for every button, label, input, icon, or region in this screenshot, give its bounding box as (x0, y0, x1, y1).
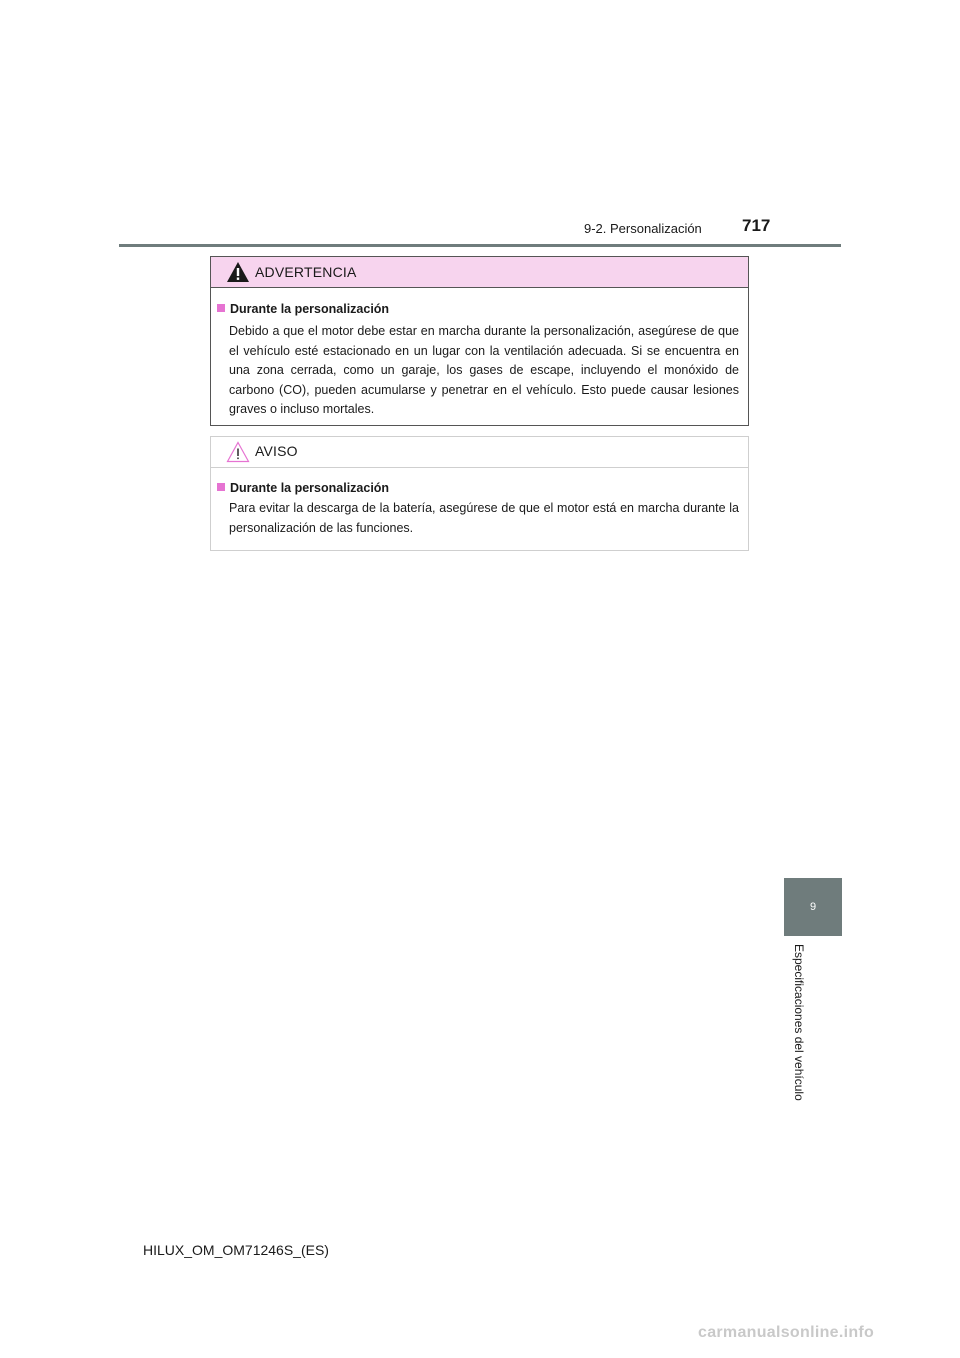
chapter-number: 9 (809, 901, 817, 913)
warning-box-title: ADVERTENCIA (255, 264, 357, 280)
notice-box (210, 436, 749, 551)
warning-item-text: Debido a que el motor debe estar en marcha durante la personalización, asegúrese de que el vehículo esté estacionado en un lugar con la ventilación adecuada. Si se encuentra en una zona cerrada, como un garaje, los gases de escape, incluyendo el monóxido de carbono (CO), pueden acumularse y penetrar en el vehículo. Esto puede causar lesiones graves o incluso mortales. (229, 324, 739, 416)
notice-box-header (211, 437, 748, 468)
watermark-text: carmanualsonline.info (698, 1324, 875, 1341)
warning-box-header (211, 257, 748, 288)
square-bullet-icon (217, 304, 225, 312)
header-section-title: 9-2. Personalización (584, 221, 702, 236)
notice-item-heading (217, 481, 389, 495)
warning-box (210, 256, 749, 426)
document-code: HILUX_OM_OM71246S_(ES) (143, 1242, 329, 1258)
page-number: 717 (742, 216, 771, 235)
chapter-title: Especificaciones del vehículo (792, 944, 806, 1101)
warning-filled-icon (226, 261, 250, 283)
notice-item-title: Durante la personalización (230, 481, 390, 495)
notice-item-text: Para evitar la descarga de la batería, asegúrese de que el motor está en marcha durante la personalización de las funciones. (229, 501, 739, 535)
chapter-tab[interactable] (784, 878, 842, 936)
warning-item-title: Durante la personalización (230, 302, 390, 316)
header-divider (119, 244, 841, 247)
warning-outline-icon (226, 441, 250, 463)
notice-box-title: AVISO (255, 443, 298, 459)
square-bullet-icon (217, 483, 225, 491)
warning-item-heading (217, 302, 389, 316)
